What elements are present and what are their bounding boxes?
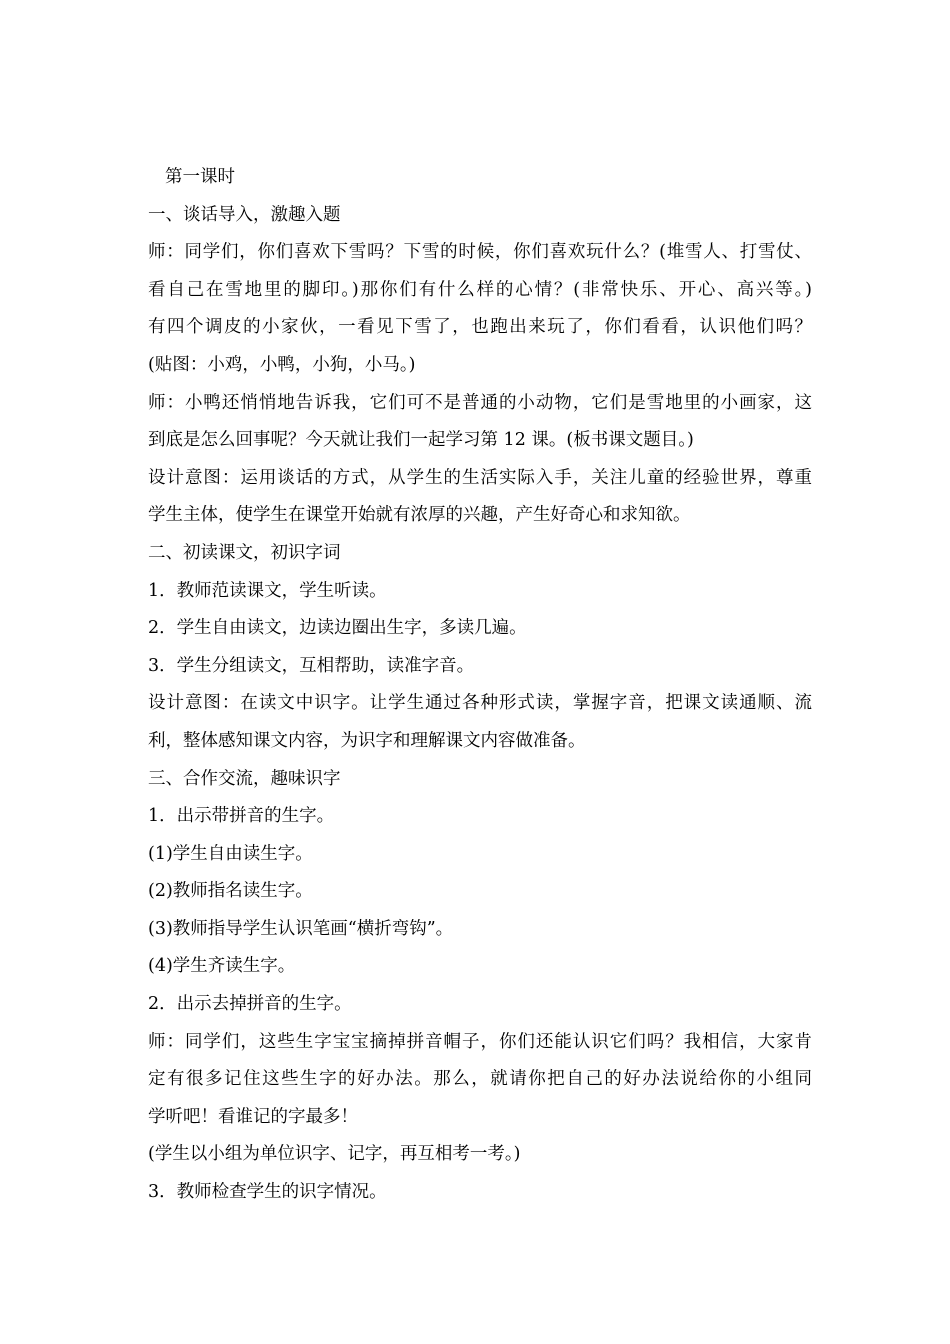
paragraph-line: 学听吧！看谁记的字最多！ xyxy=(148,1106,358,1127)
sub-list-item: (2)教师指名读生字。 xyxy=(148,881,313,902)
list-item: 1．教师范读课文，学生听读。 xyxy=(148,580,387,601)
paragraph-line: 有四个调皮的小家伙，一看见下雪了，也跑出来玩了，你们看看，认识他们吗？ xyxy=(148,317,812,338)
sub-list-item: (4)学生齐读生字。 xyxy=(148,956,296,977)
paragraph-line: 师：小鸭还悄悄地告诉我，它们可不是普通的小动物，它们是雪地里的小画家，这 xyxy=(148,392,812,413)
list-item: 3．学生分组读文，互相帮助，读准字音。 xyxy=(148,655,475,676)
sub-list-item: (1)学生自由读生字。 xyxy=(148,843,313,864)
design-intent-line: 利，整体感知课文内容，为识字和理解课文内容做准备。 xyxy=(148,730,586,751)
section-heading-2: 二、初读课文，初识字词 xyxy=(148,542,341,563)
paragraph-line: 定有很多记住这些生字的好办法。那么，就请你把自己的好办法说给你的小组同 xyxy=(148,1069,812,1090)
list-item: 3．教师检查学生的识字情况。 xyxy=(148,1182,387,1203)
design-intent-line: 设计意图：在读文中识字。让学生通过各种形式读，掌握字音，把课文读通顺、流 xyxy=(148,693,812,714)
paragraph-line: (贴图：小鸡，小鸭，小狗，小马。) xyxy=(148,354,416,375)
section-heading-1: 一、谈话导入，激趣入题 xyxy=(148,204,341,225)
document-body xyxy=(148,159,812,1212)
list-item: 2．学生自由读文，边读边圈出生字，多读几遍。 xyxy=(148,618,527,639)
paragraph-line: 师：同学们，你们喜欢下雪吗？下雪的时候，你们喜欢玩什么？(堆雪人、打雪仗、 xyxy=(148,242,812,263)
lesson-period-heading: 第一课时 xyxy=(165,167,235,187)
list-item: 2．出示去掉拼音的生字。 xyxy=(148,994,352,1015)
design-intent-line: 学生主体，使学生在课堂开始就有浓厚的兴趣，产生好奇心和求知欲。 xyxy=(148,505,691,526)
design-intent-line: 设计意图：运用谈话的方式，从学生的生活实际入手，关注儿童的经验世界，尊重 xyxy=(148,467,812,488)
paragraph-line: 师：同学们，这些生字宝宝摘掉拼音帽子，你们还能认识它们吗？我相信，大家肯 xyxy=(148,1031,812,1052)
paragraph-line: (学生以小组为单位识字、记字，再互相考一考。) xyxy=(148,1144,521,1165)
sub-list-item: (3)教师指导学生认识笔画“横折弯钩”。 xyxy=(148,918,454,939)
section-heading-3: 三、合作交流，趣味识字 xyxy=(148,768,341,789)
paragraph-line: 看自己在雪地里的脚印。)那你们有什么样的心情？(非常快乐、开心、高兴等。) xyxy=(148,279,812,300)
list-item: 1．出示带拼音的生字。 xyxy=(148,806,335,827)
paragraph-line: 到底是怎么回事呢？今天就让我们一起学习第 12 课。(板书课文题目。) xyxy=(148,430,694,451)
